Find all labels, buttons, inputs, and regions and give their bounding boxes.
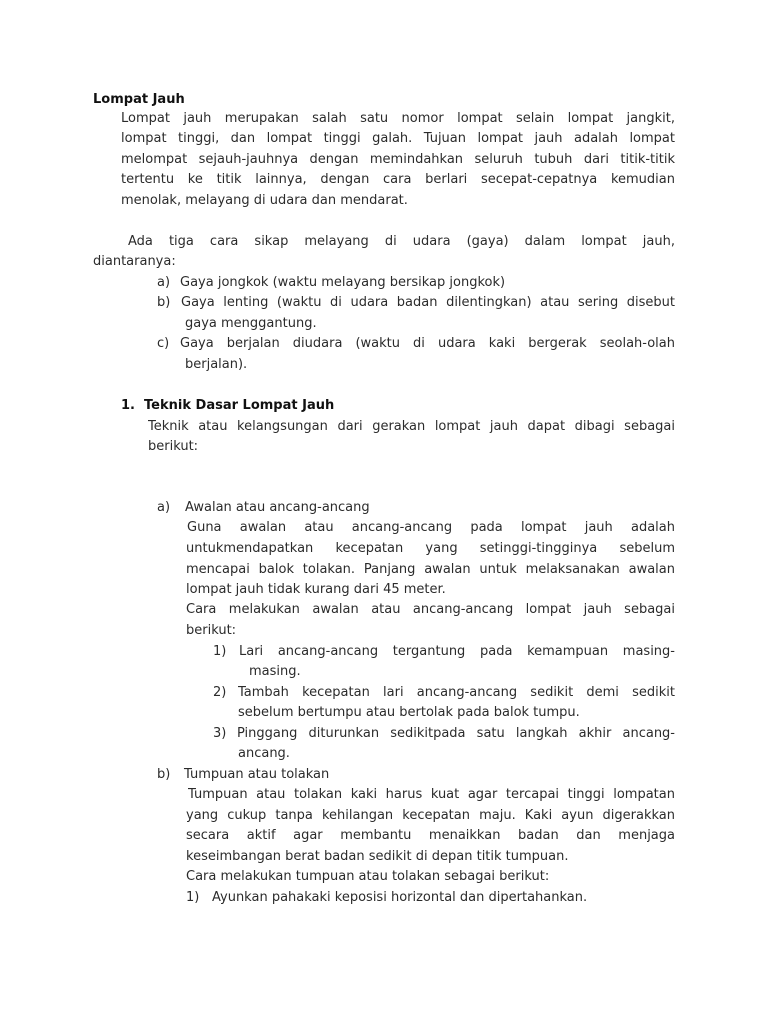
body-line: Tumpuan atau tolakan kaki harus kuat agar tercapai tinggi lompatan [188, 787, 675, 802]
style-item: Gaya jongkok (waktu melayang bersikap jongkok) [180, 275, 506, 290]
list-marker: a) [157, 275, 171, 290]
body-line: berikut: [186, 623, 237, 638]
body-line: Cara melakukan tumpuan atau tolakan sebagai berikut: [186, 869, 550, 884]
styles-intro-line: Ada tiga cara sikap melayang di udara (gaya) dalam lompat jauh, [128, 234, 675, 249]
intro-line: lompat tinggi, dan lompat tinggi galah. Tujuan lompat jauh adalah lompat [121, 131, 675, 146]
step-line: sebelum bertumpu atau bertolak pada balok tumpu. [238, 705, 580, 720]
step-line: Pinggang diturunkan sedikitpada satu langkah akhir ancang- [237, 726, 675, 741]
list-marker: a) [157, 500, 171, 515]
list-marker: b) [157, 767, 171, 782]
list-marker: 1) [213, 644, 227, 659]
subsection-title: Awalan atau ancang-ancang [185, 500, 370, 515]
step-line: masing. [249, 664, 301, 679]
body-line: keseimbangan berat badan sedikit di depan titik tumpuan. [186, 849, 569, 864]
list-marker: 3) [213, 726, 227, 741]
step-line: Ayunkan pahakaki keposisi horizontal dan dipertahankan. [212, 890, 588, 905]
section-heading: 1. Teknik Dasar Lompat Jauh [121, 398, 335, 413]
body-line: mencapai balok tolakan. Panjang awalan untuk melaksanakan awalan [186, 562, 675, 577]
body-line: secara aktif agar membantu menaikkan badan dan menjaga [186, 828, 675, 843]
list-marker: 2) [213, 685, 227, 700]
style-item: Gaya berjalan diudara (waktu di udara kaki bergerak seolah-olah [180, 336, 675, 351]
list-marker: c) [157, 336, 170, 351]
intro-line: tertentu ke titik lainnya, dengan cara berlari secepat-cepatnya kemudian [121, 172, 675, 187]
document-title: Lompat Jauh [93, 92, 185, 107]
step-line: Tambah kecepatan lari ancang-ancang sedikit demi sedikit [238, 685, 675, 700]
subsection-title: Tumpuan atau tolakan [184, 767, 330, 782]
intro-line: melompat sejauh-jauhnya dengan memindahkan seluruh tubuh dari titik-titik [121, 152, 675, 167]
body-line: yang cukup tanpa kehilangan kecepatan maju. Kaki ayun digerakkan [186, 808, 675, 823]
style-item: gaya menggantung. [185, 316, 317, 331]
style-item: berjalan). [185, 357, 248, 372]
intro-line: menolak, melayang di udara dan mendarat. [121, 193, 408, 208]
section-intro-line: berikut: [148, 439, 199, 454]
step-line: ancang. [238, 746, 290, 761]
body-line: Cara melakukan awalan atau ancang-ancang lompat jauh sebagai [186, 602, 675, 617]
intro-line: Lompat jauh merupakan salah satu nomor lompat selain lompat jangkit, [121, 111, 675, 126]
body-line: lompat jauh tidak kurang dari 45 meter. [186, 582, 446, 597]
body-line: Guna awalan atau ancang-ancang pada lompat jauh adalah [187, 520, 675, 535]
section-intro-line: Teknik atau kelangsungan dari gerakan lompat jauh dapat dibagi sebagai [148, 419, 675, 434]
list-marker: b) [157, 295, 171, 310]
list-marker: 1) [186, 890, 200, 905]
style-item: Gaya lenting (waktu di udara badan dilentingkan) atau sering disebut [181, 295, 675, 310]
step-line: Lari ancang-ancang tergantung pada kemampuan masing- [239, 644, 675, 659]
styles-intro-line: diantaranya: [93, 254, 176, 269]
body-line: untukmendapatkan kecepatan yang setinggi-tingginya sebelum [186, 541, 675, 556]
